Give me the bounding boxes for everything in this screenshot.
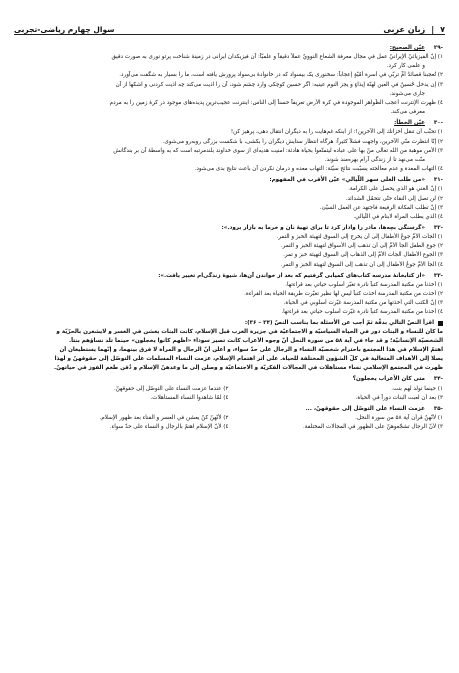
exam-title: سوال چهارم ریاضی-تجربی xyxy=(14,25,115,34)
question-number: -۳۱ xyxy=(433,177,443,184)
header-separator: | xyxy=(431,25,435,34)
question-32 xyxy=(14,224,443,233)
options-row xyxy=(14,385,443,394)
question-34 xyxy=(14,375,443,384)
question-30 xyxy=(14,119,443,128)
question-text: «گرسنگی بچه‌ها، مادر را وادار كرد تا براى تهيهٔ نان و خرما به بازار برود.»: xyxy=(221,224,425,231)
question-number: -۳۰ xyxy=(433,120,443,127)
option-line: ٤) لأنّ الإسلام اهتمّ بالرجال و النساء على حدّ سواء. xyxy=(109,424,229,431)
question-text: «من طلب العلى سهر اللّيالي» عيّن الأقرب في المفهوم: xyxy=(269,177,425,184)
option-line: ٤) لمّا شاهدوا النساء المستأهلات. xyxy=(150,394,229,401)
option-line: ٤) ظهرت الإنترنت أعجب الظّواهر الموجودة في كرة الأرض تعريفاً حسناً إلى الناس: اينترنت عجيب‌ترين پديده‌هاى موجود در كرهٔ زمين را به مردم xyxy=(109,99,443,106)
option-line: ٢) جوع الطفل ألجأ الأمَّ إلى أن تذهب إلى الأسواق لتهيئة الخبز و التمر. xyxy=(280,243,443,250)
questions-content xyxy=(14,42,443,667)
passage-line: الشخصيّة الإنسانيّة؛ و قد جاء في آية ۵۸ من سورة النحل أنّ وجوه الأعراب كانت تصير سوداء «أظهم كانوا يخجلون» حينما تلد نساؤهم بنتاً. xyxy=(68,337,443,344)
question-number: -۳۴ xyxy=(433,376,443,383)
page-header xyxy=(14,14,445,35)
passage-title: اقرأ النصّ التالي بدقّة ثمّ أجب عن الأسئلة بما يناسب النصّ (۳۴ – ۳۶): xyxy=(244,319,434,326)
options-row xyxy=(14,394,443,403)
options-row xyxy=(14,414,443,423)
option-line: معرفى مى‌كند. xyxy=(390,109,425,116)
option-line: ١) إنّ الغني هو الذي يحصل على الكرامة. xyxy=(348,186,443,193)
subject-title: زبان عربی xyxy=(383,25,426,34)
question-instruction: عيّن الخطأ: xyxy=(394,120,425,127)
question-text: عزمت النساء على التوصّل إلى حقوقهنّ، ... xyxy=(305,405,425,412)
option-line: ١) تحبُّب أن تنقل أخزانك إلى الآخرين!: از اینکه غم‌هایت را به دیگران انتقال دهی، پرهیز کن! xyxy=(230,129,443,136)
question-number: -۳۳ xyxy=(433,272,443,279)
option-line: ١) إنّ الفيزيائيّ الإيرانيّ عمل في مجال معرفة الشعاع النوويّ عملاً دقيقاً و علميّاً: آن فيزيكدان ايرانى در زمينهٔ شناخت پرتو نورى به صورت دقيق xyxy=(111,54,443,61)
option-line: ٣) الأمن موهبة من الله تعالى منّ بها على عباده ليتمتّعوا بحياة هادئة: امنيت هديه‌اى از سوى خداوند بلندمرتبه است كه به واسطهٔ آن بر بندگانش xyxy=(113,147,443,154)
passage-line: يصلا إلى الأهداف المتعالية في كلّ الشؤون المختلفة للحياة. على أثر اهتمام الإسلام، عزمت النساء المسلمات على التوصّل إلى حقوقهنّ و لهذا xyxy=(54,356,443,363)
question-instruction: عيّن الصحيح: xyxy=(389,45,425,51)
question-29 xyxy=(14,44,443,53)
option-line: ١) لأنّهنّ قرأن آية ۵۸ من سورة النحل. xyxy=(355,415,443,422)
question-31 xyxy=(14,176,443,185)
option-line: و علمى كار كرد. xyxy=(386,63,425,70)
option-line: ٣) إن يدخل حُسينٌ في العين لهنّة إيذاءٍ و يجز النوم عينيه: اگر حسين كوچكى وارد چشم شود، آن را اذيت مى‌كند چه اذيت كردنى و اشكها از آن xyxy=(115,81,443,88)
option-line: ٣) لأنّ الرجال تشجّعوهنّ على الظهور في المجالات المختلفة. xyxy=(303,424,443,431)
header-subject-group xyxy=(383,25,445,34)
option-line: ٣) إنّ الكتب التي أخذتها من مكتبة المدرسة غيّرت أسلوبي في الحياة. xyxy=(283,300,443,307)
question-number: -۲۹ xyxy=(433,45,443,51)
option-line: ٤) التهاب المعدة و عدم معالجته يسبّبت نتائج سيّئة: التهاب معده و درمان نكردن آن باعث نتايج بدى مى‌شود. xyxy=(194,166,443,173)
option-line: جارى مى‌شوند. xyxy=(389,90,425,97)
option-line: ٢) تُعجبنا قصائدُ أُمٍّ تربّي في أسرة أُمّيّةٍ إعجاباً: سخنوری یک بیسواد که در خانوادهٔ بی‌سواد پرورش یافته است، ما را بسیار به شگفت می‌آورد. xyxy=(119,72,443,79)
option-line: ٤) الذي يطلب المرأة لابنام في اللّيالي. xyxy=(353,213,443,220)
option-line: ١) حينما تولد لهم بنت. xyxy=(391,385,443,392)
question-35 xyxy=(14,405,443,414)
option-line: ٣) إنّ تطلب المكانة الرفيعة فاجتهد عن العمل السيّئ. xyxy=(319,204,443,211)
question-33 xyxy=(14,272,443,281)
option-line: ٣) الجوع الأطفال ألجأت الأمَّ إلى الذهاب إلى السوق لتهيئة خبز و تمر. xyxy=(283,252,443,259)
option-line: ١) أخذنا من مكتبة المدرسة كتباً نادرة تغيّر أسلوب حياتي بعد قراءتها. xyxy=(285,281,443,288)
option-line: ٢) إنّا انتظرت منّي الآخرين، واجهت فشلاً كثيراً: هرگاه انتظار ستايش ديگران را بكشى، با شكست بزرگى روبه‌رو مى‌شوى. xyxy=(162,138,443,145)
question-text: «از كتابخانهٔ مدرسه كتاب‌هاى كميابى گرفتيم كه بعد از خواندن آن‌ها، شيوهٔ زندگى‌ام تغيير يافت.»: xyxy=(158,272,425,279)
option-line: ٢) لن تصل إلى النقاء حتّى تتحمّل الشدائد. xyxy=(345,195,443,202)
option-line: ٤) أخذنا من مكتبة المدرسة كتباً نادرة غيّرت أسلوب حياتي بعد قراءتها. xyxy=(281,309,443,316)
passage-heading xyxy=(14,319,443,328)
page-number: ٧ xyxy=(440,25,445,34)
option-line: ٢) أخذت من مكتبة المدرسة أخذت كتباً ليس لها نظير تغيّرت طريقة الحياة بعد القراءة. xyxy=(244,291,443,298)
option-line: ٤) ألجأ الأمَّ جوعُ الأطفال إلى أن تذهب إلى السوق لتهيئة الخبز و التمر. xyxy=(280,261,443,268)
passage-line: اهتمّ الإسلام في هذا المجتمع باحترام شخصيّة النساء و الرجال على حدّ سواء، و أعلن أنّ الرجال و المرأة لا فرق بينهما، و إنّهما يستطيعان أن xyxy=(59,347,443,353)
question-text: متى كان الأعراب يخجلون؟ xyxy=(352,376,425,383)
options-row xyxy=(14,423,443,432)
question-number: -۳۲ xyxy=(433,224,443,231)
option-line: منّت مى‌نهد تا از زندگى آرام بهره‌مند شوند. xyxy=(324,156,425,163)
option-line: ٣) بعد أن لعبت البنات دوراً في الحياة. xyxy=(355,394,443,401)
option-line: ٢) عندما عزمت النساء على التوصّل إلى حقوقهنّ. xyxy=(113,385,229,392)
square-bullet-icon xyxy=(438,321,443,326)
question-number: -۳۵ xyxy=(433,405,443,412)
option-line: ١) ألجأت الأمَّ جوعُ الأطفال إلى أن يخرج إلى السوق لتهيئة الخبز و التمر. xyxy=(276,234,443,241)
passage-line: ما كان للنساء و البنات دور في الحياة السياسيّة و الاجتماعيّة في جزيرة العرب قبل الإسلام، كانت البنات يعشن في العسر و لايشعرن بالحرّيّة و xyxy=(56,328,443,335)
passage-line: ظهرت في المجتمع الإسلامي نساء مستأهلات في المجالات الفكريّة و الاجتماعيّة و وصلن إلى ما وعدهنّ الإسلام و ذُقن طعم الفوز في حياتهنّ. xyxy=(54,365,443,372)
option-line: ٢) لأنّهنّ كنّ يعشن في العسر و الفناء بعد ظهور الإسلام. xyxy=(99,415,229,422)
